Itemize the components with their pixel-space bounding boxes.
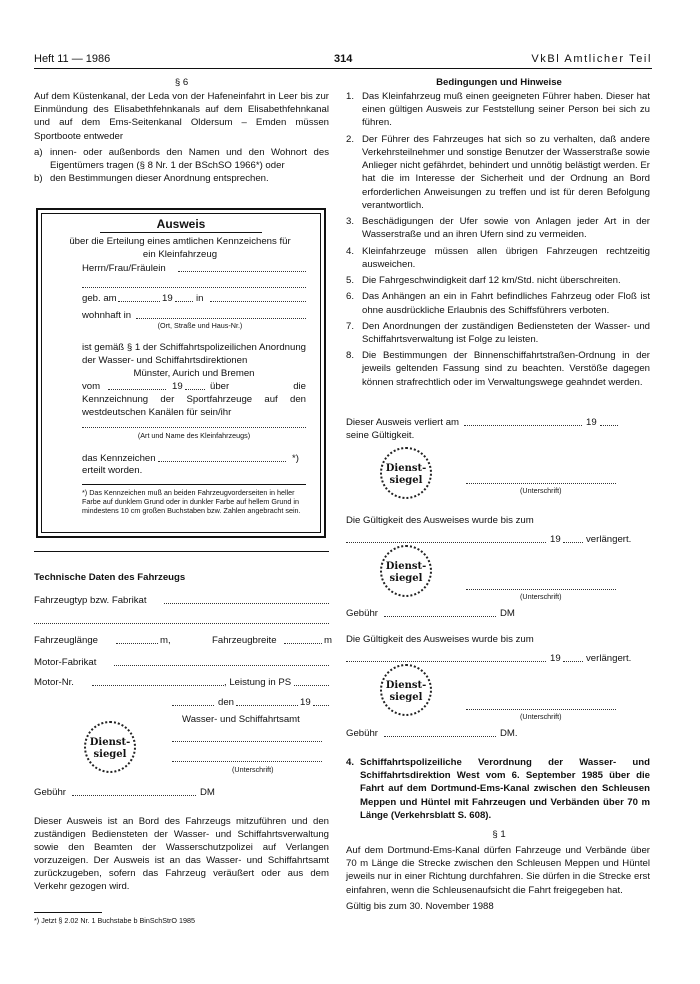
tech-signature-caption: (Unterschrift) (232, 765, 274, 774)
signature-line-3 (466, 708, 616, 710)
direktionen-orte: Münster, Aurich und Bremen (133, 368, 255, 379)
section-1-text: Auf dem Dortmund-Ems-Kanal dürfen Fahrzeuge und Verbände über 70 m Länge die Strecke zwischen den Schleusen Meppen und Hüntel jeweils nur in einer Richtung durchfahren. Sie dürfen in die Strecke erst einfahren, wenn die Schleusenaufsicht die Fahrt freigegeben hat. (346, 845, 650, 896)
breite-line (284, 642, 322, 644)
tech-gebuehr-line (72, 794, 196, 796)
in-label: in (196, 293, 204, 304)
issue-number: Heft 11 — 1986 (34, 53, 111, 65)
item-b-text: den Bestimmungen dieser Anordnung entsprechen. (50, 173, 269, 184)
verlaengert-2: verlängert. (586, 653, 632, 664)
amt-line (172, 740, 322, 742)
vessel-line (82, 426, 306, 428)
ausweis-title-rule (100, 232, 262, 233)
name-line-2 (82, 286, 306, 288)
ist-gemaess-text: ist gemäß § 1 der Schiffahrtspolizeilichen Anordnung der Wasser- und Schiffahrtsdirektionen (82, 342, 306, 367)
kennzeichen-mark: *) (292, 453, 299, 464)
page-number: 314 (334, 53, 353, 65)
condition-item (346, 320, 650, 346)
condition-text: Der Führer des Fahrzeuges hat sich so zu verhalten, daß andere Verkehrsteilnehmer und sonstige Benutzer der Wasserstraße sowie Anlieger nicht gefährdet, behindert und unnötig belästigt werden. Er hat die im Interesse der Sicherheit und der Ordnung an Bord erforderlichen Anweisungen zu treffen und ist für deren Befolgung verantwortlich. (362, 133, 650, 211)
condition-item (346, 274, 650, 287)
extended-year-2: 19 (550, 653, 561, 664)
condition-number: 4. (346, 245, 355, 257)
wohnhaft-label: wohnhaft in (82, 310, 132, 321)
motor-nr-label: Motor-Nr. (34, 677, 74, 688)
verlaengert-1: verlängert. (586, 534, 632, 545)
erteilt-text: erteilt worden. (82, 465, 143, 476)
ausweis-subtitle: über die Erteilung eines amtlichen Kennzeichens für ein Kleinfahrzeug (69, 236, 291, 261)
ausweis-title: Ausweis (156, 217, 206, 231)
den-year-line (313, 704, 329, 706)
typ-label: Fahrzeugtyp bzw. Fabrikat (34, 595, 147, 606)
kennzeichen-label: das Kennzeichen (82, 453, 156, 464)
condition-text: Die Bestimmungen der Binnenschiffahrtstraßen-Ordnung in der jeweils geltenden Fassung sind zu beachten. Verstöße dagegen können strafrechtlich oder im Verwaltungswege geahndet werden. (362, 350, 650, 388)
extended-year-line-1 (563, 541, 583, 543)
condition-number: 7. (346, 320, 355, 332)
gebuehr-unit-3: DM. (500, 728, 518, 739)
gebuehr-label-2: Gebühr (346, 608, 378, 619)
condition-number: 1. (346, 91, 355, 102)
geb-year: 19 (162, 293, 173, 304)
verliert-year: 19 (586, 417, 597, 428)
condition-text: Das Kleinfahrzeug muß einen geeigneten Führer haben. Dieser hat einen gültigen Ausweis zur Feststellung seiner Person bei sich zu führen. (362, 91, 650, 129)
condition-text: Das Anhängen an ein in Fahrt befindliches Fahrzeug oder Floß ist ohne ausdrückliche Erlaubnis des Schiffsführers verboten. (362, 291, 650, 316)
condition-item (346, 215, 650, 241)
gueltigkeit-text: seine Gültigkeit. (346, 430, 415, 441)
conditions-list (346, 90, 650, 392)
section-1-heading: § 1 (492, 829, 506, 840)
laenge-label: Fahrzeuglänge (34, 635, 99, 646)
bottom-footnote: *) Jetzt § 2.02 Nr. 1 Buchstabe b BinSchStrO 1985 (34, 916, 196, 925)
signature-caption-3: (Unterschrift) (520, 712, 562, 721)
laenge-unit: m, (160, 635, 171, 646)
dienstsiegel-stamp: Dienst- siegel (84, 721, 136, 773)
publication-name: VkBl Amtlicher Teil (531, 53, 652, 65)
tech-gebuehr-label: Gebühr (34, 787, 66, 798)
geb-label: geb. am (82, 293, 117, 304)
breite-label: Fahrzeugbreite (212, 635, 277, 646)
condition-text: Die Fahrgeschwindigkeit darf 12 km/Std. nicht überschreiten. (362, 275, 621, 287)
vom-label: vom (82, 381, 101, 392)
tech-heading: Technische Daten des Fahrzeugs (34, 572, 186, 583)
address-line (136, 317, 306, 319)
dienstsiegel-stamp-1 (380, 447, 432, 499)
tech-signature-line (172, 760, 322, 762)
header-rule (34, 68, 652, 69)
den-date-line (236, 704, 298, 706)
vom-year: 19 (172, 381, 183, 392)
name-line (178, 270, 306, 272)
section-4-title: Schiffahrtspolizeiliche Verordnung der Wasser- und Schiffahrtsdirektion West vom 6. September 1985 über die Fahrt auf dem Dortmund-Ems-Kanal zwischen den Schleusen Meppen und Hüntel mit Fahrzeugen und Verbänden über 70 m Länge (Verkehrsblatt S. 608). (360, 757, 650, 821)
extended-date-line-1 (346, 541, 546, 543)
section-4-number: 4. (346, 757, 355, 768)
item-a-mark: a) (34, 147, 43, 158)
extended-date-line-2 (346, 660, 546, 662)
bottom-footnote-rule (34, 912, 102, 913)
signature-caption-1: (Unterschrift) (520, 486, 562, 495)
seal-text-line1: Dienst- (385, 463, 427, 474)
motor-fabrikat-label: Motor-Fabrikat (34, 657, 97, 668)
dienstsiegel-stamp-3: Dienst- siegel (380, 664, 432, 716)
signature-line-2 (466, 588, 616, 590)
gebuehr-line-3 (384, 735, 496, 737)
condition-number: 6. (346, 291, 355, 303)
condition-item (346, 349, 650, 389)
motor-nr-line (92, 684, 224, 686)
closing-text: Dieser Ausweis ist an Bord des Fahrzeugs mitzuführen und den zuständigen Bediensteten der Wasser- und Schiffahrtsverwaltung sowie den Beamten der Wasserschutzpolizei auf Verlangen vorzuzeigen. Der Ausweis ist an das Wasser- und Schiffahrtsamt zurückzugeben, sofern das Fahrzeug veräußert oder aus dem Verkehr gezogen wird. (34, 816, 329, 893)
gebuehr-label-3: Gebühr (346, 728, 378, 739)
amt-label: Wasser- und Schiffahrtsamt (182, 714, 300, 725)
typ-line (164, 602, 329, 604)
section-6-heading: § 6 (174, 77, 189, 88)
condition-item (346, 290, 650, 316)
herr-label: Herrn/Frau/Fräulein (82, 263, 166, 274)
typ-line-2 (34, 622, 329, 624)
item-a (34, 146, 329, 172)
birthplace-line (210, 300, 306, 302)
birth-year-line (175, 300, 193, 302)
condition-text: Den Anordnungen der zuständigen Bediensteten der Wasser- und Schiffahrtsverwaltung ist Folge zu leisten. (362, 320, 650, 345)
breite-unit: m (324, 635, 332, 646)
condition-number: 3. (346, 216, 355, 228)
item-b (34, 172, 329, 185)
footnote-rule (82, 484, 306, 485)
signature-caption-2: (Unterschrift) (520, 592, 562, 601)
extended-text-2: Die Gültigkeit des Ausweises wurde bis zum (346, 634, 534, 645)
ausweis-footnote: *) Das Kennzeichen muß an beiden Fahrzeugvorderseiten in heller Farbe auf dunklem Grund oder in dunkler Farbe auf hellem Grund in mindestens 10 cm großen Buchstaben bzw. Zahlen angebracht sein. (82, 488, 301, 515)
den-place-line (172, 704, 214, 706)
condition-number: 5. (346, 275, 355, 287)
den-label: den (218, 697, 235, 708)
kennzeichen-line (158, 460, 286, 462)
birth-date-line (118, 300, 160, 302)
address-caption: (Ort, Straße und Haus-Nr.) (157, 321, 243, 330)
vessel-caption: (Art und Name des Kleinfahrzeugs) (137, 431, 251, 440)
conditions-heading: Bedingungen und Hinweise (436, 77, 562, 88)
condition-item (346, 90, 650, 130)
item-b-mark: b) (34, 173, 43, 184)
gebuehr-unit-2: DM (500, 608, 515, 619)
item-a-text: innen- oder außenbords den Namen und den Wohnort des Eigentümers tragen (§ 8 Nr. 1 der BSchSO 1966*) oder (50, 147, 329, 172)
verliert-date-line (464, 424, 582, 426)
condition-number: 2. (346, 133, 355, 145)
den-year: 19 (300, 697, 311, 708)
tech-gebuehr-unit: DM (200, 787, 215, 798)
verliert-label: Dieser Ausweis verliert am (346, 417, 460, 428)
extended-year-line-2 (563, 660, 583, 662)
condition-item (346, 245, 650, 271)
gebuehr-line-2 (384, 615, 496, 617)
verliert-year-line (600, 424, 618, 426)
extended-year-1: 19 (550, 534, 561, 545)
vom-rest-text: über die Kennzeichnung der Sportfahrzeuge auf den westdeutschen Kanälen für sein/ihr (82, 381, 306, 419)
extended-text-1: Die Gültigkeit des Ausweises wurde bis zum (346, 515, 534, 526)
seal-text-line2: siegel (389, 475, 423, 486)
condition-number: 8. (346, 350, 355, 362)
gueltig-bis: Gültig bis zum 30. November 1988 (346, 901, 494, 912)
condition-item (346, 133, 650, 212)
leistung-label: , Leistung in PS (224, 677, 292, 688)
leistung-line (294, 684, 329, 686)
motor-fabrikat-line (114, 664, 329, 666)
condition-text: Beschädigungen der Ufer sowie von Anlagen jeder Art in der Wasserstraße und an ihren Ufern sind zu vermeiden. (362, 216, 650, 241)
laenge-line (116, 642, 158, 644)
section-separator (34, 551, 329, 552)
section-6-text: Auf dem Küstenkanal, der Leda von der Hafeneinfahrt in Leer bis zur Einmündung des Elisabethfehnkanals auf dem Elisabethfehnkanal und auf dem Ems-Seitenkanal Oldersum – Emden müssen Sportboote entweder (34, 91, 329, 142)
signature-line-1 (466, 482, 616, 484)
condition-text: Kleinfahrzeuge müssen allen übrigen Fahrzeugen rechtzeitig ausweichen. (362, 245, 650, 270)
dienstsiegel-stamp-2: Dienst- siegel (380, 545, 432, 597)
